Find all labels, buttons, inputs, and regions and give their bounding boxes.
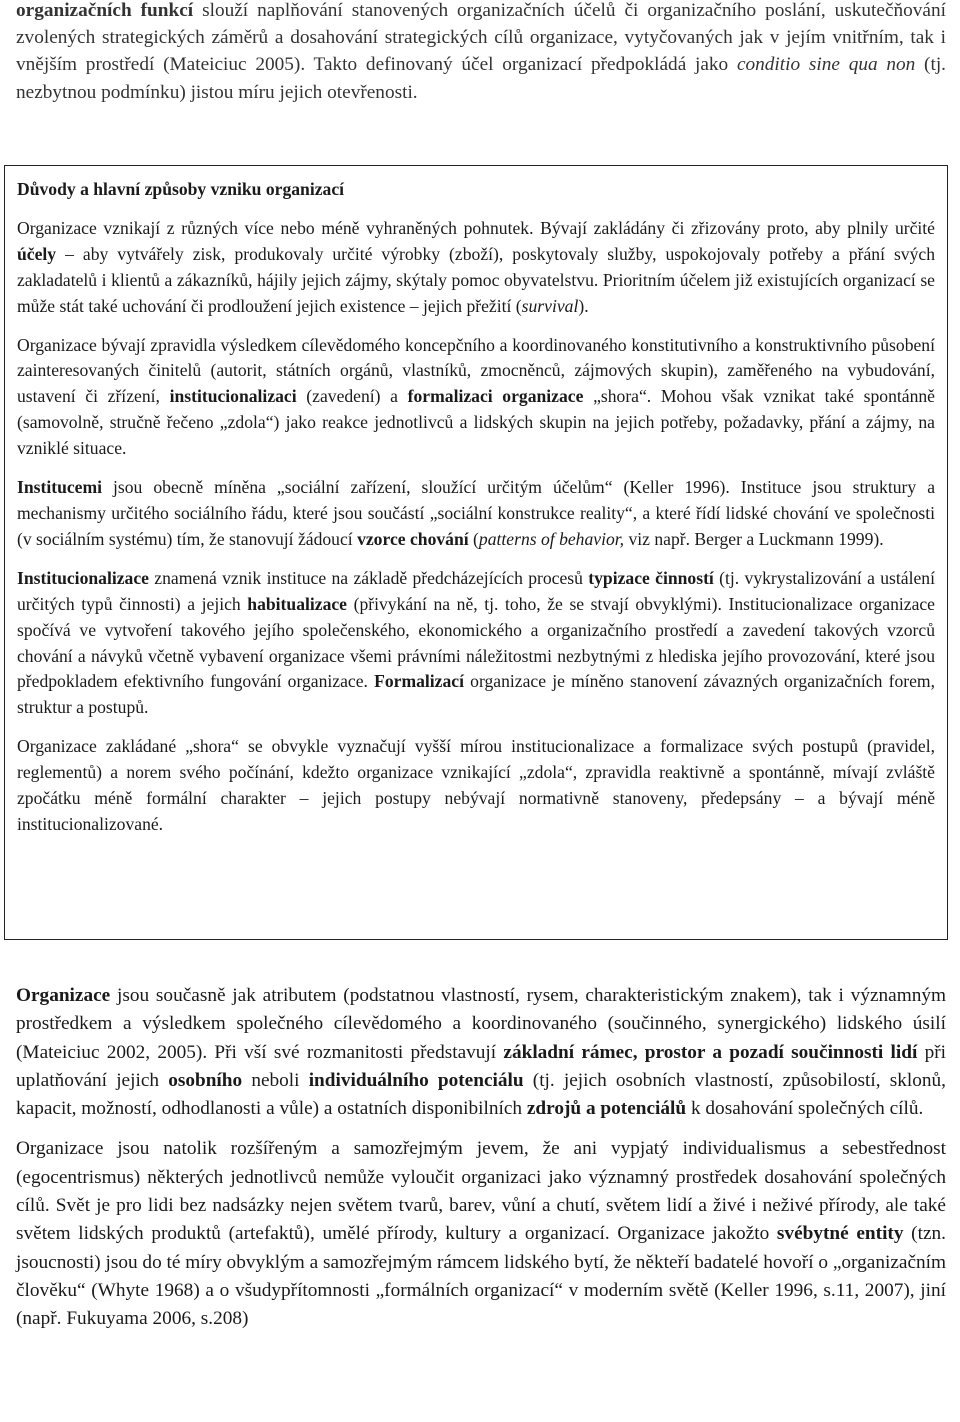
bottom-paragraph-1 [16,982,946,1123]
box-p2-bold-2: formalizaci organizace [407,386,584,407]
bottom-p1-bold-2: základní rámec, prostor a pozadí součinnosti lidí [503,1041,918,1063]
box-p1-text-1: Organizace vznikají z různých více nebo méně vyhraněných pohnutek. Bývají zakládány či zřizovány proto, aby plnily určité [17,217,935,238]
intro-bold-1: organizačních funkcí [16,0,194,21]
box-p2-text-3: „shora“. Mohou však vznikat také spontánně (samovolně, stručně řečeno „zdola“) jako reakce jednotlivců a lidských skupin na jejich potřeby, požadavky, přání a zájmy, na vzniklé situace. [17,386,935,459]
bottom-p1-text-2: při uplatňování jejich [16,1041,946,1091]
box-p4-bold-3: habitualizace [247,593,347,614]
main-text [16,982,946,1334]
box-paragraph-2 [17,333,935,463]
bottom-p1-bold-5: zdrojů a potenciálů [526,1098,687,1120]
box-p1-text-2: – aby vytvářely zisk, produkovaly určité výrobky (zboží), poskytovaly služby, uspokojovaly potřeby a přání svých zakladatelů i klientů a zákazníků, hájily jejich zájmy, skýtaly pomoc obyvatelstvu. Prioritním účelem již existujících organizací se může stát také uchování či prodloužení jejich existence – jejich přežití ( [17,243,935,316]
bottom-paragraph-2 [16,1135,946,1333]
box-paragraph-3 [17,475,935,553]
reasons-box [4,165,948,940]
box-p2-text-1: Organizace bývají zpravidla výsledkem cílevědomého koncepčního a koordinovaného konstitutivního a konstruktivního působení zainteresovaných činitelů (autorit, státních orgánů, vlastníků, zmocněnců, zájmových skupin), zaměřeného na vybudování, ustavení či zřízení, [17,334,935,407]
bottom-p1-text-5: k dosahování společných cílů. [686,1098,924,1120]
intro-paragraph [16,0,946,106]
box-p1-italic-1: survival [521,295,579,316]
box-p3-text-3: viz např. Berger a Luckmann 1999). [624,528,884,549]
box-p4-bold-4: Formalizací [374,671,464,692]
bottom-p1-text-4: (tj. jejich osobních vlastností, způsobilostí, sklonů, kapacit, možností, odhodlanosti a vůle) a ostatních disponibilních [16,1069,947,1120]
bottom-p1-bold-3: osobního [168,1069,243,1091]
box-p4-text-1: znamená vznik instituce na základě předcházejících procesů [148,567,589,588]
bottom-p1-bold-1: Organizace [16,985,111,1006]
box-heading: Důvody a hlavní způsoby vzniku organizací [17,179,345,199]
box-paragraph-4 [17,566,935,721]
box-p3-bold-2: vzorce chování [357,528,469,549]
box-p3-text-1: jsou obecně míněna „sociální zařízení, sloužící určitým účelům“ (Keller 1996). Instituce jsou struktury a mechanismy určitého sociálního řádu, které jsou součástí „sociální konstrukce reality“, a které řídí lidské chování ve společnosti (v sociálním systému) tím, že stanovují žádoucí [17,477,935,549]
box-p5-text-1: Organizace zakládané „shora“ se obvykle vyznačují vyšší mírou institucionalizace a formalizace svých postupů (pravidel, reglementů) a norem svého počínání, kdežto organizace vznikající „zdola“, zpravidla reaktivně a spontánně, mívají zvláště zpočátku méně formální charakter – jejich postupy nebývají normativně stanoveny, předepsány – a bývají méně institucionalizované. [17,736,935,834]
bottom-p1-text-1: jsou současně jak atributem (podstatnou vlastností, rysem, charakteristickým znakem), tak i významným prostředkem a výsledkem společného cílevědomého a koordinovaného (součinného, synergického) lidského úsilí (Mateiciuc 2002, 2005). Při vší své rozmanitosti představují [16,985,946,1063]
box-p4-bold-1: Institucionalizace [17,567,149,588]
intro-text-2: (tj. nezbytnou podmínku) jistou míru jejich otevřenosti. [16,54,946,103]
bottom-p1-text-3: neboli [242,1069,309,1091]
box-p4-text-2: (tj. vykrystalizování a ustálení určitých typů činnosti) a jejich [17,567,935,614]
bottom-p2-text-2: (tzn. jsoucnosti) jsou do té míry obvyklým a samozřejmým rámcem lidského bytí, že někteří badatelé hovoří o „organizačním člověku“ (Whyte 1968) a o všudypřítomnosti „formálních organizací“ v moderním světě (Keller 1996, s.11, 2007), jiní (např. Fukuyama 2006, s.208) [16,1223,946,1330]
bottom-p2-bold-1: svébytné entity [776,1223,904,1245]
box-p3-text-2: ( [468,528,479,549]
bottom-p1-bold-4: individuálního potenciálu [308,1069,524,1091]
box-p4-bold-2: typizace činností [588,567,714,588]
box-p3-italic-1: patterns of behavior, [478,528,625,549]
box-p4-text-3: (přivykání na ně, tj. toho, že se stvají obvyklými). Institucionalizace organizace spočívá ve vytvoření takového jejího společenského, ekonomického a organizačního prostředí a zavedení takových vzorců chování a návyků včetně vybavení organizace všemi právními náležitostmi nezbytnými z hlediska jejího provozování, které jsou předpokladem efektivního fungování organizace. [17,593,935,692]
intro-text-1: slouží naplňování stanovených organizačních účelů či organizačního poslání, uskutečňování zvolených strategických záměrů a dosahování strategických cílů organizace, vytyčovaných jak v jejím vnitřním, tak i vnějším prostředí (Mateiciuc 2005). Takto definovaný účel organizací předpokládá jako [16,0,946,76]
box-p1-text-3: ). [578,295,589,316]
intro-italic-1: conditio sine qua non [736,54,916,76]
bottom-p2-text-1: Organizace jsou natolik rozšířeným a samozřejmým jevem, že ani vypjatý individualismus a sebestřednost (egocentrismus) některých jednotlivců nemůže vyloučit organizaci jako významný prostředek dosahování společných cílů. Svět je pro lidi bez nadsázky nejen světem tvarů, barev, vůní a chutí, světem lidí a živé i neživé přírody, ale také světem lidských produktů (artefaktů), umělé přírody, kultury a organizací. Organizace jakožto [16,1138,946,1245]
box-p4-text-4: organizace je míněno stanovení závazných organizačních forem, struktur a postupů. [17,671,935,718]
box-paragraph-5 [17,734,935,838]
box-p2-bold-1: institucionalizaci [169,386,297,407]
box-p2-text-2: (zavedení) a [296,386,408,407]
box-p1-bold-1: účely [17,243,57,264]
box-p3-bold-1: Institucemi [17,477,103,498]
box-paragraph-1 [17,216,935,320]
